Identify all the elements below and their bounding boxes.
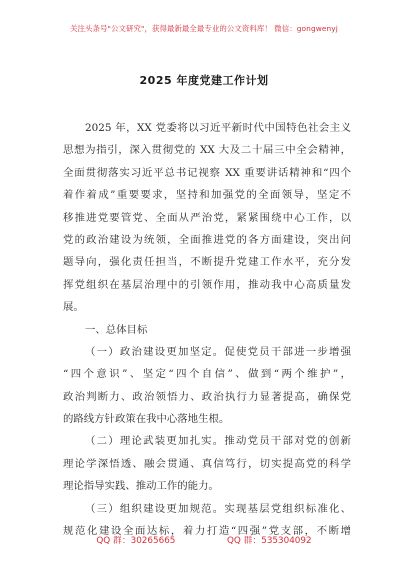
body-line: （一）政治建设更加坚定。促使党员干部进一步增强 bbox=[85, 345, 351, 358]
body-line: 思想为指引，深入贯彻党的 XX 大及二十届三中全会精神， bbox=[63, 144, 351, 157]
footer-qq-group-1: QQ 群：30265665 bbox=[96, 536, 176, 546]
body-line: “四个意识”、坚定“四个自信”、做到“两个维护”， bbox=[63, 368, 351, 381]
body-line: 2025 年，XX 党委将以习近平新时代中国特色社会主义 bbox=[85, 122, 351, 134]
body-line: 挥党组织在基层治理中的引领作用，推动我中心高质量发 bbox=[63, 278, 351, 291]
body-line: 党的政治建设为统领，全面推进党的各方面建设，突出问 bbox=[63, 233, 351, 246]
section-heading: 一、总体目标 bbox=[85, 323, 148, 336]
footer-qq-group-2: QQ 群：535304092 bbox=[226, 536, 312, 546]
body-line: 移推进党要管党、全面从严治党，紧紧围绕中心工作，以 bbox=[63, 211, 351, 224]
footer-qq-groups bbox=[0, 533, 408, 546]
body-line: 着作着成”重要要求，坚持和加强党的全面领导，坚定不 bbox=[63, 189, 351, 202]
document-title: 2025 年度党建工作计划 bbox=[139, 74, 269, 87]
body-line: 的路线方针政策在我中心落地生根。 bbox=[63, 413, 230, 426]
body-line: 展。 bbox=[63, 301, 84, 314]
header-banner: 关注头条号"公文研究"，获得最新最全最专业的公文资料库！ 微信：gongwenyj bbox=[70, 24, 338, 33]
body-line: （三）组织建设更加规范。实现基层党组织标准化、 bbox=[85, 502, 351, 515]
body-line: 理论指导实践、推动工作的能力。 bbox=[63, 480, 219, 493]
body-line: 政治判断力、政治领悟力、政治执行力显著提高，确保党 bbox=[63, 390, 351, 403]
body-line: 规范化建设全面达标，着力打造“四强”党支部，不断增 bbox=[63, 525, 351, 538]
body-line: 题导向，强化责任担当，不断提升党建工作水平，充分发 bbox=[63, 256, 351, 269]
body-line: （二）理论武装更加扎实。推动党员干部对党的创新 bbox=[85, 435, 351, 448]
document-body bbox=[63, 117, 351, 542]
body-line: 全面贯彻落实习近平总书记视察 XX 重要讲话精神和“四个 bbox=[63, 166, 351, 179]
body-line: 理论学深悟透、融会贯通、真信笃行，切实提高党的科学 bbox=[63, 457, 351, 470]
